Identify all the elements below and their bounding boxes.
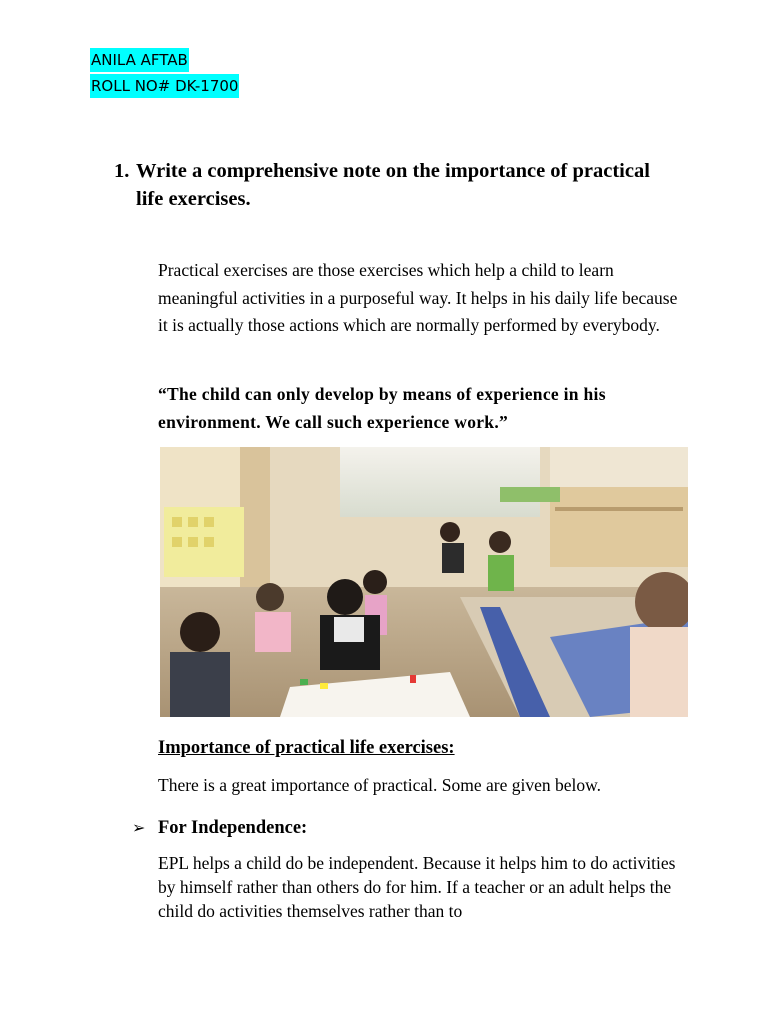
bullet-heading bbox=[132, 815, 307, 841]
arrow-bullet-icon: ➢ bbox=[132, 818, 146, 837]
question-title bbox=[114, 157, 674, 213]
section-intro: There is a great importance of practical. Some are given below. bbox=[158, 775, 601, 795]
intro-paragraph: Practical exercises are those exercises which help a child to learn meaningful activities in a purposeful way. It helps in his daily life because it is actually those actions which are normally performed by everybody. bbox=[158, 260, 678, 335]
roll-number: ROLL NO# DK-1700 bbox=[90, 74, 239, 98]
author-name: ANILA AFTAB bbox=[90, 48, 189, 72]
question-text: Write a comprehensive note on the importance of practical life exercises. bbox=[136, 160, 650, 210]
bullet-paragraph: EPL helps a child do be independent. Because it helps him to do activities by himself rather than others do for him. If a teacher or an adult helps the child do activities themselves rather than to bbox=[158, 853, 676, 921]
bullet-title: For Independence: bbox=[158, 818, 308, 838]
question-number: 1. bbox=[114, 160, 130, 182]
section-heading: Importance of practical life exercises: bbox=[158, 738, 455, 758]
montessori-quote: “The child can only develop by means of experience in his environment. We call such experience work.” bbox=[158, 384, 606, 432]
classroom-photo bbox=[160, 447, 688, 717]
